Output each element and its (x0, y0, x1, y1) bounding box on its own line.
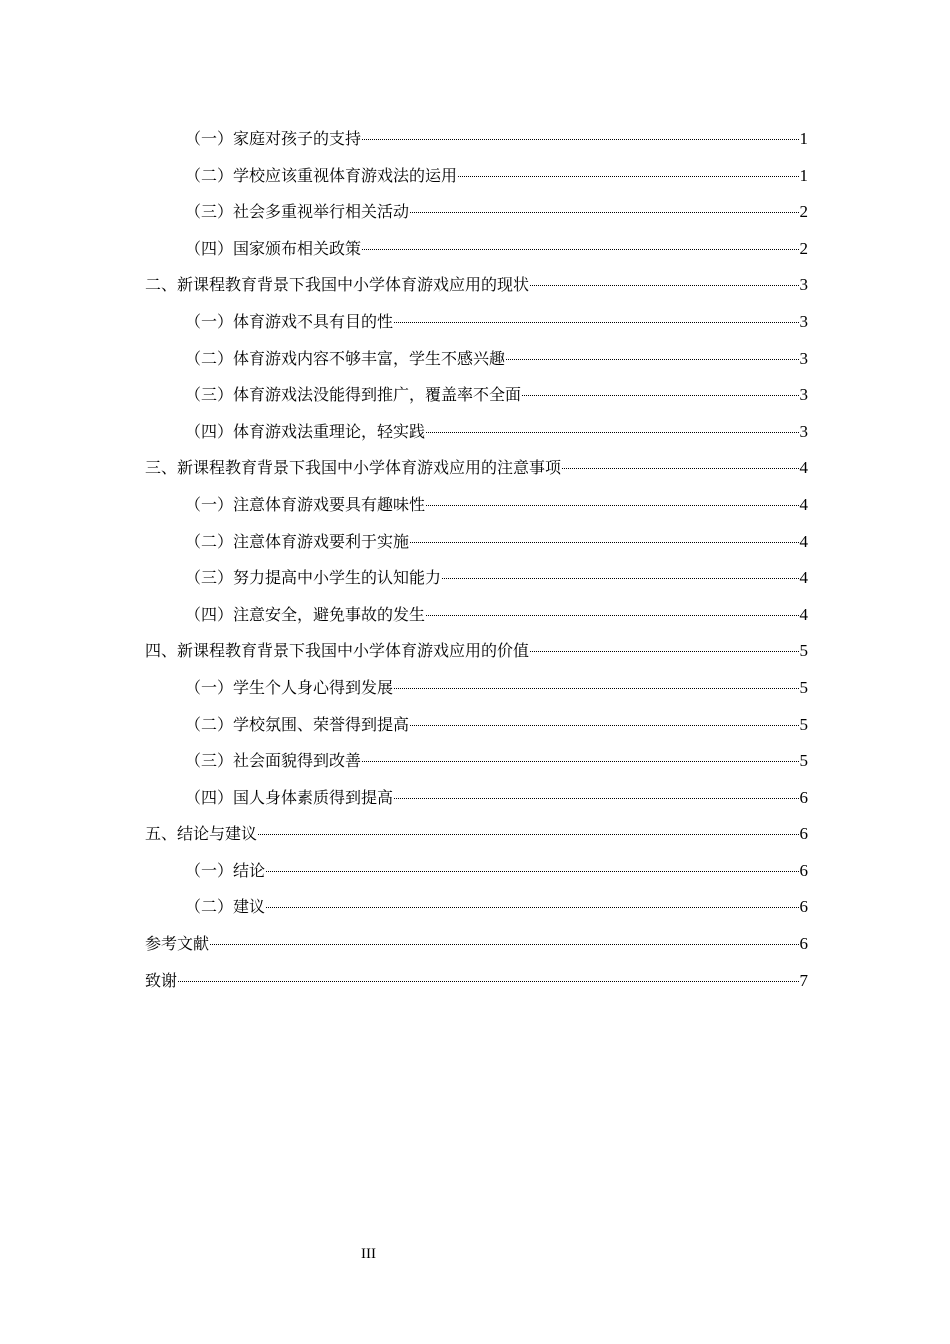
toc-dot-leader (362, 249, 798, 250)
toc-entry-page-number: 5 (799, 641, 808, 661)
toc-entry-page-number: 6 (799, 824, 808, 844)
toc-entry-title: （一）家庭对孩子的支持 (185, 129, 362, 148)
toc-dot-leader (266, 871, 798, 872)
toc-entry[interactable] (145, 450, 808, 487)
toc-entry-page-number: 5 (799, 751, 808, 771)
toc-entry[interactable] (145, 158, 808, 195)
toc-dot-leader (410, 542, 798, 543)
toc-entry-title: 三、新课程教育背景下我国中小学体育游戏应用的注意事项 (145, 458, 562, 478)
toc-entry-title: （四）国人身体素质得到提高 (185, 787, 394, 807)
toc-entry-page-number: 7 (799, 970, 808, 990)
toc-entry-page-number: 3 (799, 385, 808, 405)
toc-entry-title: （二）学校氛围、荣誉得到提高 (185, 714, 410, 734)
toc-dot-leader (410, 212, 798, 213)
toc-entry-page-number: 6 (799, 897, 808, 917)
toc-dot-leader (362, 761, 798, 762)
toc-entry-page-number: 5 (799, 677, 808, 697)
toc-entry-page-number: 6 (799, 787, 808, 807)
toc-entry[interactable] (145, 707, 808, 744)
toc-entry-page-number: 1 (799, 129, 808, 148)
toc-dot-leader (530, 651, 798, 652)
toc-entry-title: （一）注意体育游戏要具有趣味性 (185, 494, 426, 514)
toc-entry-title: （三）社会多重视举行相关活动 (185, 202, 410, 222)
toc-dot-leader (458, 176, 798, 177)
toc-dot-leader (394, 798, 798, 799)
toc-entry[interactable] (145, 597, 808, 634)
toc-entry-title: （二）体育游戏内容不够丰富，学生不感兴趣 (185, 348, 506, 368)
toc-entry-page-number: 1 (799, 165, 808, 185)
toc-dot-leader (362, 139, 798, 140)
toc-entry-title: 五、结论与建议 (145, 824, 258, 844)
toc-entry[interactable] (145, 963, 808, 1000)
toc-dot-leader (506, 359, 798, 360)
toc-entry[interactable] (145, 780, 808, 817)
toc-entry[interactable] (145, 853, 808, 890)
toc-entry-title: （二）建议 (185, 897, 266, 917)
toc-entry-title: （四）注意安全，避免事故的发生 (185, 604, 426, 624)
toc-entry[interactable] (145, 560, 808, 597)
toc-dot-leader (394, 322, 798, 323)
toc-entry[interactable] (145, 121, 808, 158)
toc-dot-leader (266, 907, 798, 908)
toc-entry[interactable] (145, 816, 808, 853)
toc-dot-leader (522, 395, 798, 396)
toc-entry-page-number: 3 (799, 275, 808, 295)
toc-entry-title: （三）努力提高中小学生的认知能力 (185, 568, 442, 588)
toc-dot-leader (258, 834, 798, 835)
toc-entry-page-number: 4 (799, 458, 808, 478)
toc-entry[interactable] (145, 231, 808, 268)
toc-entry[interactable] (145, 524, 808, 561)
toc-entry-title: （一）学生个人身心得到发展 (185, 677, 394, 697)
toc-entry-page-number: 4 (799, 494, 808, 514)
toc-entry-page-number: 2 (799, 238, 808, 258)
toc-entry-title: 致谢 (145, 970, 178, 990)
toc-dot-leader (426, 615, 798, 616)
toc-entry-page-number: 4 (799, 531, 808, 551)
toc-entry-title: 二、新课程教育背景下我国中小学体育游戏应用的现状 (145, 275, 530, 295)
toc-entry[interactable] (145, 670, 808, 707)
toc-entry[interactable] (145, 743, 808, 780)
toc-entry[interactable] (145, 414, 808, 451)
toc-entry-title: （二）注意体育游戏要利于实施 (185, 531, 410, 551)
toc-entry-title: （一）体育游戏不具有目的性 (185, 311, 394, 331)
toc-entry[interactable] (145, 633, 808, 670)
toc-entry-title: （三）体育游戏法没能得到推广，覆盖率不全面 (185, 385, 522, 405)
table-of-contents (145, 121, 808, 999)
toc-entry[interactable] (145, 341, 808, 378)
toc-entry-page-number: 3 (799, 311, 808, 331)
toc-entry-page-number: 3 (799, 348, 808, 368)
toc-dot-leader (562, 468, 798, 469)
toc-dot-leader (210, 944, 798, 945)
toc-entry-page-number: 4 (799, 568, 808, 588)
toc-entry-title: （四）体育游戏法重理论，轻实践 (185, 421, 426, 441)
toc-entry[interactable] (145, 267, 808, 304)
toc-entry[interactable] (145, 304, 808, 341)
toc-entry-title: 参考文献 (145, 934, 210, 954)
toc-dot-leader (426, 432, 798, 433)
toc-entry-page-number: 2 (799, 202, 808, 222)
toc-entry-title: （一）结论 (185, 860, 266, 880)
toc-entry-page-number: 6 (799, 934, 808, 954)
toc-entry-title: （四）国家颁布相关政策 (185, 238, 362, 258)
toc-entry[interactable] (145, 377, 808, 414)
toc-entry[interactable] (145, 194, 808, 231)
toc-entry[interactable] (145, 926, 808, 963)
toc-dot-leader (442, 578, 798, 579)
toc-entry-page-number: 3 (799, 421, 808, 441)
toc-dot-leader (394, 688, 798, 689)
toc-dot-leader (410, 725, 798, 726)
toc-entry-page-number: 4 (799, 604, 808, 624)
toc-entry-page-number: 6 (799, 860, 808, 880)
toc-entry-title: 四、新课程教育背景下我国中小学体育游戏应用的价值 (145, 641, 530, 661)
toc-entry[interactable] (145, 889, 808, 926)
toc-entry-title: （二）学校应该重视体育游戏法的运用 (185, 165, 458, 185)
toc-dot-leader (426, 505, 798, 506)
toc-entry-title: （三）社会面貌得到改善 (185, 751, 362, 771)
page-number: III (361, 1246, 376, 1262)
toc-dot-leader (530, 285, 798, 286)
toc-dot-leader (178, 981, 798, 982)
toc-entry[interactable] (145, 487, 808, 524)
toc-entry-page-number: 5 (799, 714, 808, 734)
